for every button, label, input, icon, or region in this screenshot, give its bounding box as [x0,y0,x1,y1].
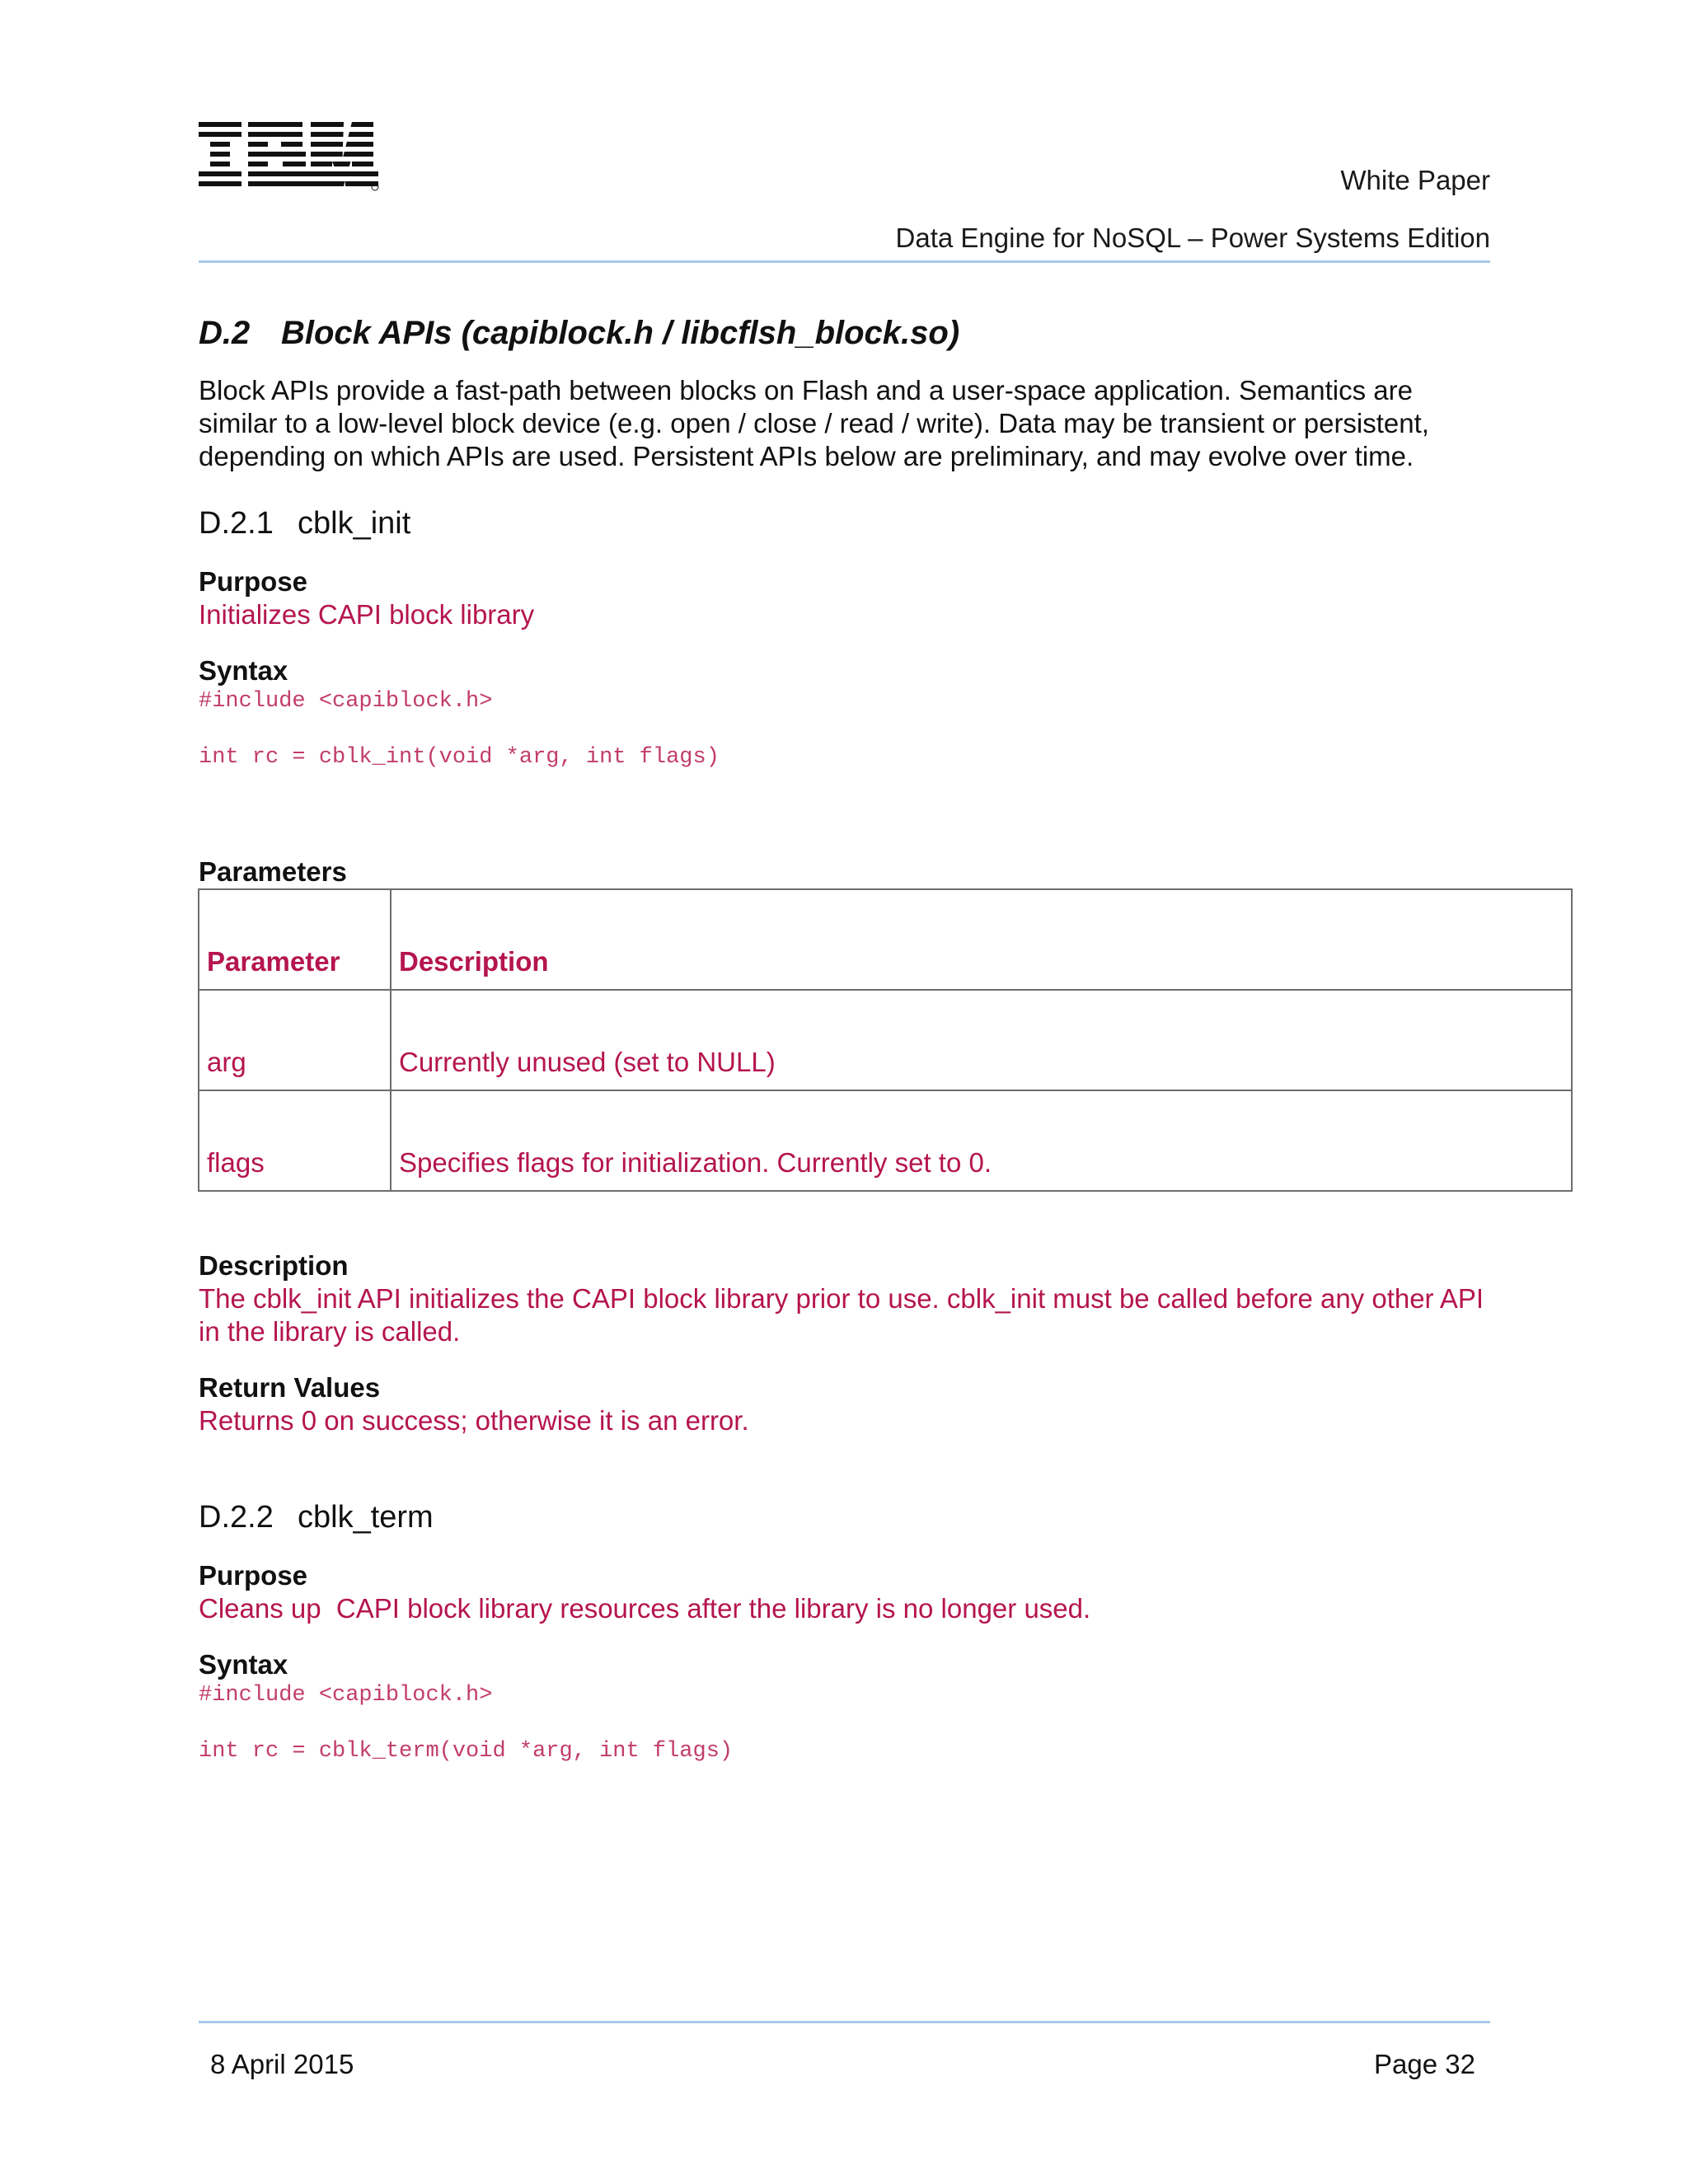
section-title: Block APIs (capiblock.h / libcflsh_block.so) [281,315,960,351]
footer-divider [199,2021,1490,2023]
table-header-row [199,889,1572,990]
main-content [199,312,1501,1765]
code-include: #include <capiblock.h> [199,689,493,714]
purpose-text: Cleans up CAPI block library resources after the library is no longer used. [199,1593,1091,1624]
subsection-heading-term [199,1498,1501,1536]
table-header-description: Description [391,889,1572,990]
header-doc-title: Data Engine for NoSQL – Power Systems Edition [895,223,1490,253]
code-call: int rc = cblk_int(void *arg, int flags) [199,745,720,770]
description-label: Description [199,1250,349,1281]
syntax-label: Syntax [199,655,288,686]
table-cell-desc: Specifies flags for initialization. Currently set to 0. [391,1090,1572,1191]
table-cell-param: arg [199,990,391,1090]
table-cell-desc: Currently unused (set to NULL) [391,990,1572,1090]
ibm-logo [199,122,380,191]
code-call: int rc = cblk_term(void *arg, int flags) [199,1739,734,1764]
subsection-title: cblk_init [298,506,411,541]
subsection-number: D.2.2 [199,1500,274,1535]
table-cell-param: flags [199,1090,391,1191]
section-number: D.2 [199,315,251,351]
description-text: The cblk_init API initializes the CAPI block library prior to use. cblk_init must be called before any other API in the library is called. [199,1283,1484,1347]
subsection-number: D.2.1 [199,506,274,541]
table-row [199,1090,1572,1191]
purpose-label: Purpose [199,566,308,597]
parameters-table [198,888,1573,1192]
table-row [199,990,1572,1090]
footer-page-number: Page 32 [1374,2049,1475,2079]
header-divider [199,260,1490,263]
purpose-text: Initializes CAPI block library [199,599,535,630]
subsection-heading-init [199,504,1501,542]
table-header-parameter: Parameter [199,889,391,990]
parameters-label: Parameters [199,856,347,887]
purpose-label: Purpose [199,1560,308,1591]
section-heading [199,312,1501,354]
code-include: #include <capiblock.h> [199,1683,493,1708]
syntax-label: Syntax [199,1649,288,1680]
subsection-title: cblk_term [298,1500,434,1535]
section-intro: Block APIs provide a fast-path between blocks on Flash and a user-space application. Semantics are similar to a low-level block device (e.g. open / close / read / write). Data may be transient or persistent, depending on which APIs are used. Persistent APIs below are preliminary, and may evolve over time. [199,375,1429,471]
header-doc-type: White Paper [1340,165,1490,195]
return-values-text: Returns 0 on success; otherwise it is an error. [199,1405,749,1436]
return-values-label: Return Values [199,1372,381,1403]
footer-date: 8 April 2015 [210,2049,354,2079]
